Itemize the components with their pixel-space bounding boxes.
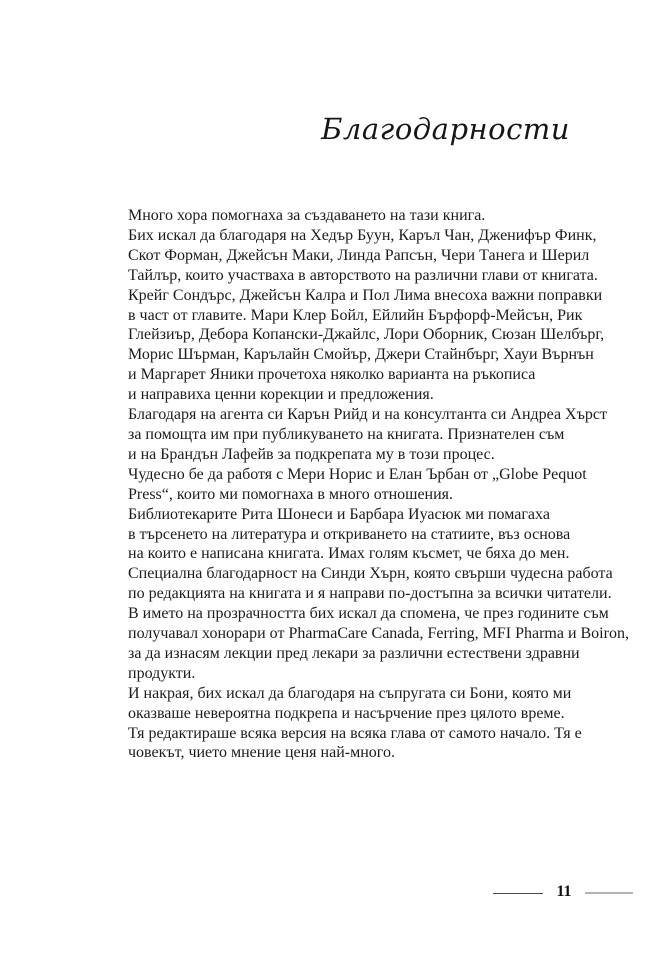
body-line: Много хора помогнаха за създаването на тази книга. xyxy=(128,207,486,224)
body-line: В името на прозрачността бих искал да спомена, че през годините съм xyxy=(128,605,609,623)
body-line: на които е написана книгата. Имах голям късмет, че бяха до мен. xyxy=(128,545,570,563)
body-line: Библиотекарите Рита Шонеси и Барбара Иуасюк ми помагаха xyxy=(128,505,550,523)
body-line: и на Брандън Лафейв за подкрепата му в този процес. xyxy=(128,445,495,463)
body-line: Морис Шърман, Карълайн Смойър, Джери Стайнбърг, Хауи Върнън xyxy=(128,346,594,364)
body-line: по редакцията на книгата и я направи по-достъпна за всички читатели. xyxy=(128,585,612,603)
body-line: Благодаря на агента си Карън Рийд и на консултанта си Андреа Хърст xyxy=(128,406,607,424)
body-line: и направиха ценни корекции и предложения. xyxy=(128,386,434,404)
body-line: за помощта им при публикуването на книгата. Признателен съм xyxy=(128,425,565,443)
body-line: И накрая, бих искал да благодаря на съпругата си Бони, която ми xyxy=(128,684,572,702)
body-text xyxy=(128,206,640,763)
body-line: Тя редактираше всяка версия на всяка глава от самото начало. Тя е xyxy=(128,724,582,742)
body-line: в търсенето на литература и откриването на статиите, въз основа xyxy=(128,525,571,543)
footer-rule-right xyxy=(585,892,633,894)
body-line: Глейзиър, Дебора Копански-Джайлс, Лори Оборник, Сюзан Шелбърг, xyxy=(128,326,605,344)
body-line: продукти. xyxy=(128,664,196,682)
body-line: Бих искал да благодаря на Хедър Буун, Каръл Чан, Дженифър Финк, xyxy=(128,226,597,244)
body-line: Скот Форман, Джейсън Маки, Линда Рапсън, Чери Танега и Шерил xyxy=(128,246,590,264)
body-line: Крейг Сондърс, Джейсън Калра и Пол Лима внесоха важни поправки xyxy=(128,286,603,304)
footer-rule-left xyxy=(493,893,543,894)
page-footer xyxy=(0,880,669,910)
page-number: 11 xyxy=(556,883,572,900)
body-line: Специална благодарност на Синди Хърн, която свърши чудесна работа xyxy=(128,565,613,583)
body-line: и Маргарет Яники прочетоха няколко варианта на ръкописа xyxy=(128,366,536,384)
body-line: човекът, чието мнение ценя най-много. xyxy=(128,744,395,762)
body-line: за да изнасям лекции пред лекари за различни естествени здравни xyxy=(128,644,580,662)
body-line: оказваше невероятна подкрепа и насърчение през цялото време. xyxy=(128,704,565,722)
body-line: получавал хонорари от PharmaCare Canada, Ferring, MFI Pharma и Boiron, xyxy=(128,625,629,643)
body-line: в част от главите. Мари Клер Бойл, Ейлийн Бърфорф-Мейсън, Рик xyxy=(128,306,583,324)
body-line: Чудесно бе да работя с Мери Норис и Елан Ърбан от „Globe Pequot xyxy=(128,465,587,483)
body-line: Press“, които ми помогнаха в много отношения. xyxy=(128,485,454,503)
body-line: Тайлър, които участваха в авторството на различни глави от книгата. xyxy=(128,266,598,284)
page-title: Благодарности xyxy=(321,112,570,146)
